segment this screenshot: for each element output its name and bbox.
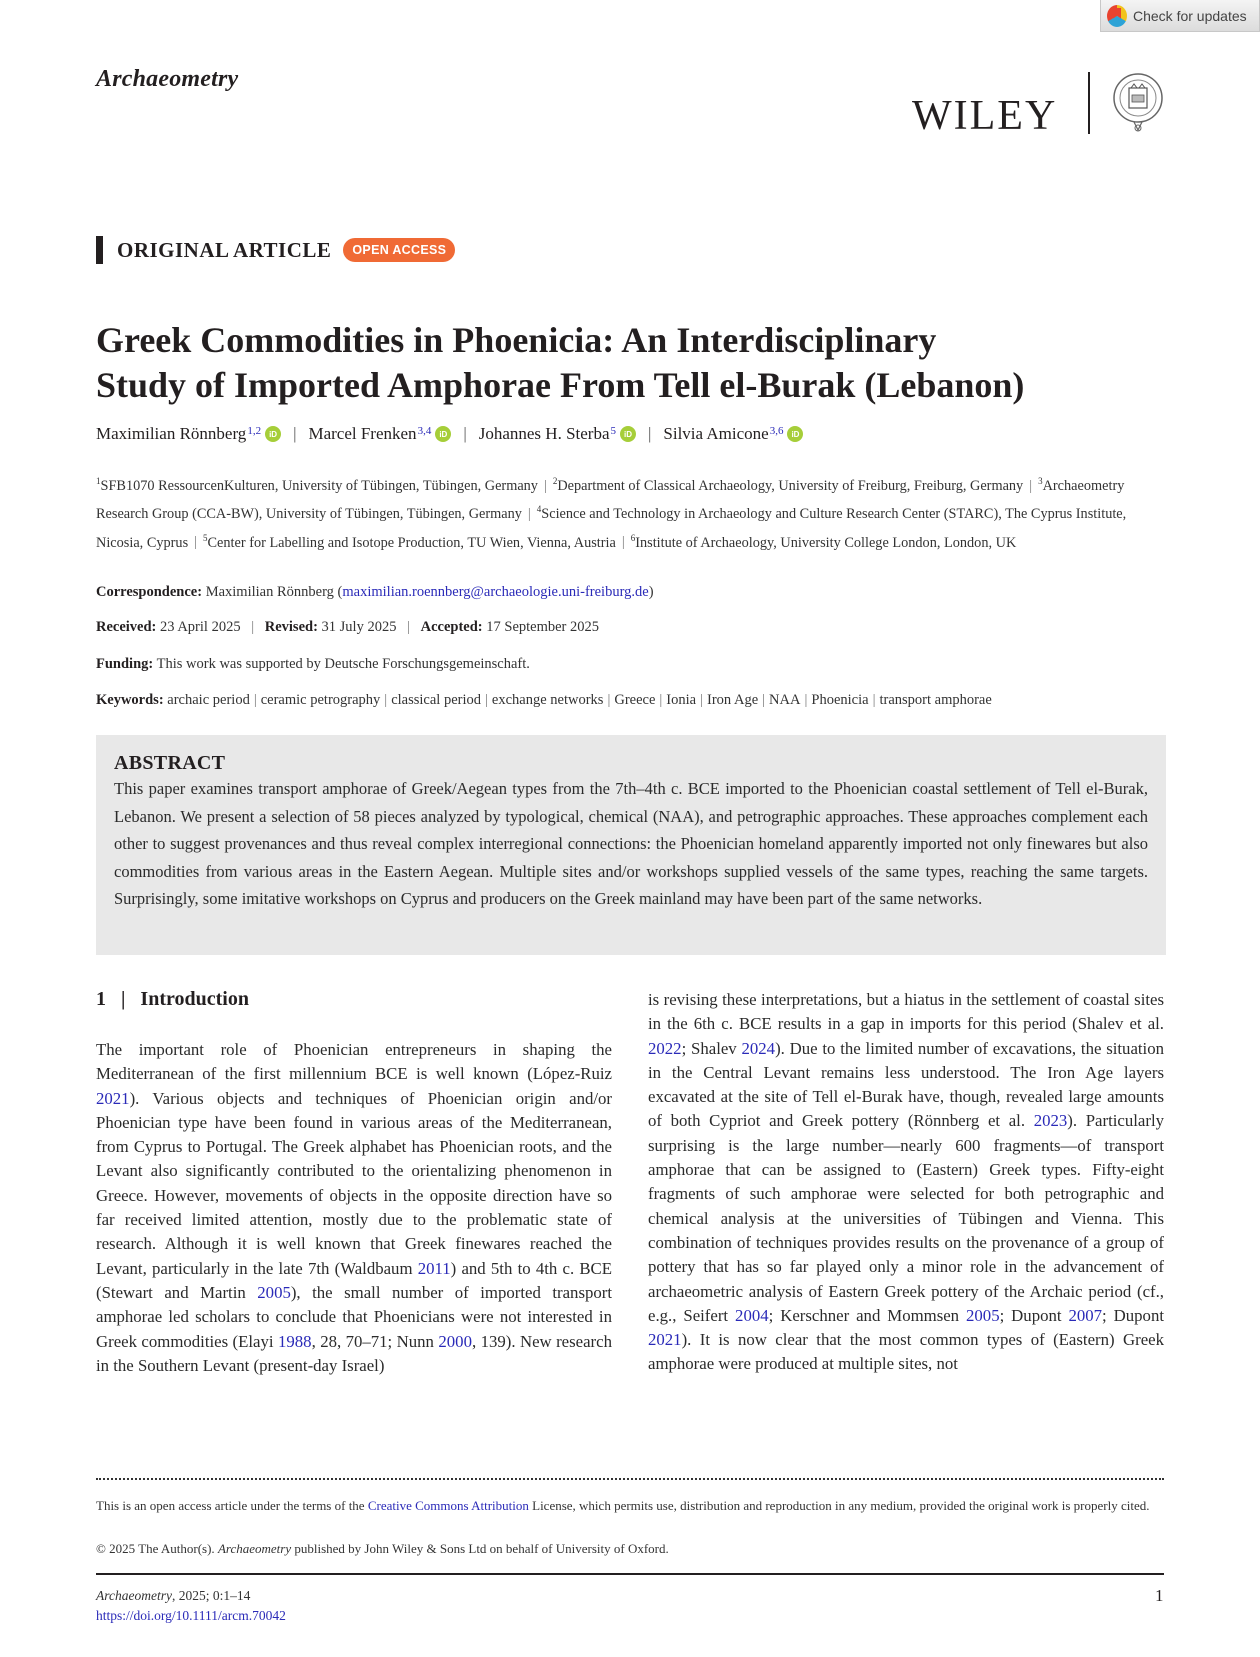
citation-link[interactable]: 2004 (735, 1305, 769, 1325)
citation-link[interactable]: 2007 (1068, 1305, 1103, 1325)
author-separator: | (648, 424, 652, 443)
affiliation: Department of Classical Archaeology, University of Freiburg, Freiburg, Germany (557, 477, 1024, 494)
keyword-separator: | (804, 692, 808, 708)
affiliation-number: 3 (1038, 476, 1043, 486)
article-type-bar (96, 236, 103, 264)
citation-link[interactable]: 2022 (648, 1038, 682, 1058)
keyword-separator: | (762, 692, 766, 708)
author-name[interactable]: Silvia Amicone (663, 424, 769, 443)
date-separator: | (407, 619, 410, 635)
body-text: ) and 5th to 4th c. BCE (Stewart and Martin (96, 1258, 612, 1302)
author-separator: | (293, 424, 297, 443)
affiliation-number: 1 (96, 476, 101, 486)
affiliation-number: 5 (203, 532, 208, 543)
abstract-box (96, 735, 1166, 955)
copyright-post: published by John Wiley & Sons Ltd on behalf of University of Oxford. (291, 1541, 669, 1556)
doi-link[interactable]: https://doi.org/10.1111/arcm.70042 (96, 1608, 286, 1623)
copyright-pre: © 2025 The Author(s). (96, 1541, 218, 1556)
keyword[interactable]: NAA (769, 692, 801, 708)
body-column-right (648, 988, 1164, 1377)
publisher-logo: WILEY (912, 93, 1058, 139)
body-text: , 28, 70–71; Nunn (311, 1331, 439, 1351)
check-for-updates-button[interactable] (1100, 0, 1260, 32)
affiliation-number: 4 (536, 504, 542, 515)
body-column-left (96, 1038, 612, 1378)
keyword[interactable]: classical period (391, 692, 481, 708)
affiliation: SFB1070 RessourcenKulturen, University of Tübingen, Tübingen, Germany (100, 477, 538, 494)
author-separator: | (463, 424, 467, 443)
keyword-separator: | (485, 692, 488, 708)
body-text: ), the small number of imported transport amphorae led scholars to conclude that Phoenicians were not interested in Greek commodities (Elayi (96, 1282, 613, 1351)
author-name[interactable]: Maximilian Rönnberg (96, 424, 247, 443)
accepted-date: 17 September 2025 (486, 619, 600, 635)
article-title-line-1: Greek Commodities in Phoenicia: An Interdisciplinary (96, 320, 937, 360)
accepted-label: Accepted: (420, 619, 483, 635)
check-for-updates-label: Check for updates (1133, 7, 1247, 24)
affiliations (96, 470, 1176, 555)
correspondence-email-link[interactable]: maximilian.roennberg@archaeologie.uni-freiburg.de (342, 584, 649, 600)
keyword-separator: | (384, 692, 388, 708)
keywords (96, 692, 992, 709)
citation-link[interactable]: 1988 (278, 1331, 312, 1351)
revised-date: 31 July 2025 (321, 619, 397, 635)
logo-divider (1088, 72, 1090, 134)
license-text-pre: This is an open access article under the terms of the (96, 1498, 368, 1513)
affiliation-number: 6 (630, 532, 636, 543)
body-text: ; Kerschner and Mommsen (768, 1305, 967, 1325)
author (308, 424, 451, 444)
body-text: ). Due to the limited number of excavations, the situation in the Central Levant remains less understood. The Iron Age layers excavated at the site of Tell el-Burak have, though, revealed large amounts of both Cypriot and Greek pottery (Rönnberg et al. (648, 1038, 1165, 1131)
section-title: Introduction (140, 988, 249, 1010)
footer-citation (96, 1588, 250, 1604)
body-text: is revising these interpretations, but a hiatus in the settlement of coastal sites in the 6th c. BCE results in a gap in imports for this period (Shalev et al. (648, 990, 1164, 1034)
affiliation-number: 2 (552, 476, 558, 486)
body-text: ; Dupont (1102, 1305, 1164, 1325)
footer-volume: , 2025; 0:1–14 (171, 1588, 251, 1603)
keyword-separator: | (607, 692, 611, 708)
author (663, 424, 803, 444)
author-affiliation-ref[interactable]: 1,2 (247, 425, 262, 437)
affiliation-separator: | (621, 534, 625, 551)
revised-label: Revised: (264, 619, 318, 635)
orcid-icon[interactable]: iD (620, 426, 636, 442)
keyword-list (167, 692, 992, 708)
received-label: Received: (96, 619, 157, 635)
abstract-text: This paper examines transport amphorae of Greek/Aegean types from the 7th–4th c. BCE imported to the Phoenician coastal settlement of Tell el-Burak, Lebanon. We present a selection of 58 pieces analyzed by typological, chemical (NAA), and petrographic approaches. These approaches complement each other to suggest provenances and thus reveal complex interregional connections: the Phoenician homeland apparently imported not only finewares but also commodities from various areas in the Eastern Aegean. Multiple sites and/or workshops supplied vessels of the same types, reaching the same targets. Surprisingly, some imitative workshops on Cyprus and producers on the Greek mainland may have been part of the same networks. (114, 779, 1148, 908)
citation-link[interactable]: 2000 (438, 1331, 472, 1351)
affiliation: Science and Technology in Archaeology and Culture Research Center (STARC), The Cyprus Institute, Nicosia, Cyprus (96, 506, 1127, 551)
copyright-notice (96, 1541, 669, 1557)
funding-text: This work was supported by Deutsche Forschungsgemeinschaft. (156, 656, 530, 672)
body-text: The important role of Phoenician entrepreneurs in shaping the Mediterranean of the first millennium BCE is well known (López-Ruiz (96, 1040, 612, 1084)
keyword[interactable]: transport amphorae (879, 692, 992, 708)
affiliation-separator: | (527, 506, 531, 523)
citation-link[interactable]: 2005 (966, 1305, 1000, 1325)
footnote-divider (96, 1478, 1164, 1480)
affiliation: Archaeometry Research Group (CCA-BW), University of Tübingen, Tübingen, Germany (96, 477, 1125, 523)
footer-journal-name: Archaeometry (96, 1588, 172, 1603)
section-number: 1 (96, 988, 106, 1010)
keyword[interactable]: archaic period (167, 692, 250, 708)
orcid-icon[interactable]: iD (265, 426, 281, 442)
author-affiliation-ref[interactable]: 5 (610, 425, 616, 437)
abstract-heading: ABSTRACT (114, 752, 226, 774)
body-text: ). It is now clear that the most common types of (Eastern) Greek amphorae were produced at multiple sites, not (648, 1330, 1164, 1374)
keyword[interactable]: Phoenicia (811, 692, 869, 708)
keyword-separator: | (700, 692, 703, 708)
author-name[interactable]: Marcel Frenken (308, 424, 417, 443)
correspondence-label: Correspondence: (96, 584, 203, 600)
affiliation-separator: | (194, 534, 198, 551)
received-date: 23 April 2025 (160, 619, 241, 635)
correspondence-name: Maximilian Rönnberg (205, 584, 334, 600)
creative-commons-link[interactable]: Creative Commons Attribution (367, 1498, 529, 1513)
copyright-journal: Archaeometry (217, 1541, 292, 1556)
keywords-label: Keywords: (96, 692, 164, 708)
keyword-separator: | (659, 692, 663, 708)
correspondence: Correspondence: Maximilian Rönnberg (maximilian.roennberg@archaeologie.uni-freiburg.de) (96, 584, 654, 600)
author-affiliation-ref[interactable]: 3,6 (769, 425, 784, 437)
body-text: ). Particularly surprising is the large number—nearly 600 fragments—of transport amphorae that can be assigned to (Eastern) Greek types. Fifty-eight fragments of such amphorae were selected for both petrographic and chemical analysis at the universities of Tübingen and Vienna. This combination of techniques provides results on the provenance of a group of pottery that has so far played only a minor role in the advancement of archaeometric analysis of Eastern Greek pottery of the Archaic period (cf., e.g., Seifert (648, 1111, 1164, 1325)
license-notice (96, 1494, 1166, 1517)
license-text-post: License, which permits use, distribution and reproduction in any medium, provided the original work is properly cited. (528, 1498, 1150, 1513)
article-type-label: ORIGINAL ARTICLE (117, 237, 332, 262)
journal-name: Archaeometry (96, 66, 239, 92)
body-text: ; Shalev (681, 1038, 742, 1058)
open-access-badge: OPEN ACCESS (343, 238, 455, 262)
article-title (96, 318, 1176, 408)
citation-link[interactable]: 2023 (1033, 1111, 1068, 1131)
citation-link[interactable]: 2021 (96, 1088, 130, 1108)
keyword-separator: | (253, 692, 257, 708)
affiliation-separator: | (543, 477, 547, 494)
affiliation: Center for Labelling and Isotope Production, TU Wien, Vienna, Austria (207, 534, 616, 551)
keyword[interactable]: Iron Age (707, 692, 759, 708)
author-affiliation-ref[interactable]: 3,4 (417, 425, 432, 437)
author-list (96, 424, 803, 444)
author-name[interactable]: Johannes H. Sterba (478, 424, 610, 443)
keyword-separator: | (872, 692, 876, 708)
body-text: ). Various objects and techniques of Phoenician origin and/or Phoenician type have been found in various areas of the Mediterranean, from Cyprus to Portugal. The Greek alphabet has Phoenician roots, and the Levant also significantly contributed to the orientalizing phenomenon in Greece. However, movements of objects in the opposite direction have so far received limited attention, mostly due to the problematic state of research. Although it is well known that Greek finewares reached the Levant, particularly in the late 7th (Waldbaum (96, 1088, 612, 1278)
article-dates (96, 619, 599, 636)
bookmark-update-icon (1107, 5, 1127, 27)
author (479, 424, 636, 444)
funding (96, 656, 530, 673)
article-type (96, 236, 455, 264)
article-title-line-2: Study of Imported Amphorae From Tell el-Burak (Lebanon) (96, 365, 1025, 405)
citation-link[interactable]: 2005 (257, 1282, 291, 1302)
keyword[interactable]: exchange networks (491, 692, 604, 708)
keyword[interactable]: ceramic petrography (260, 692, 381, 708)
citation-link[interactable]: 2024 (741, 1038, 776, 1058)
funding-label: Funding: (96, 656, 154, 672)
footer-rule (96, 1573, 1164, 1575)
affiliation-separator: | (1029, 477, 1033, 494)
citation-link[interactable]: 2021 (648, 1330, 682, 1350)
orcid-icon[interactable]: iD (435, 426, 451, 442)
body-text: , 139). New research in the Southern Levant (present-day Israel) (96, 1331, 612, 1375)
page-number: 1 (1155, 1586, 1164, 1605)
date-separator: | (251, 619, 255, 635)
citation-link[interactable]: 2011 (417, 1258, 451, 1278)
orcid-icon[interactable]: iD (787, 426, 803, 442)
affiliation: Institute of Archaeology, University College London, London, UK (635, 534, 1017, 551)
keyword[interactable]: Ionia (666, 692, 697, 708)
section-heading: 1 | Introduction (96, 988, 249, 1010)
keyword[interactable]: Greece (614, 692, 656, 708)
oxford-seal-icon (1112, 72, 1164, 134)
author (96, 424, 281, 444)
body-text: ; Dupont (999, 1305, 1069, 1325)
